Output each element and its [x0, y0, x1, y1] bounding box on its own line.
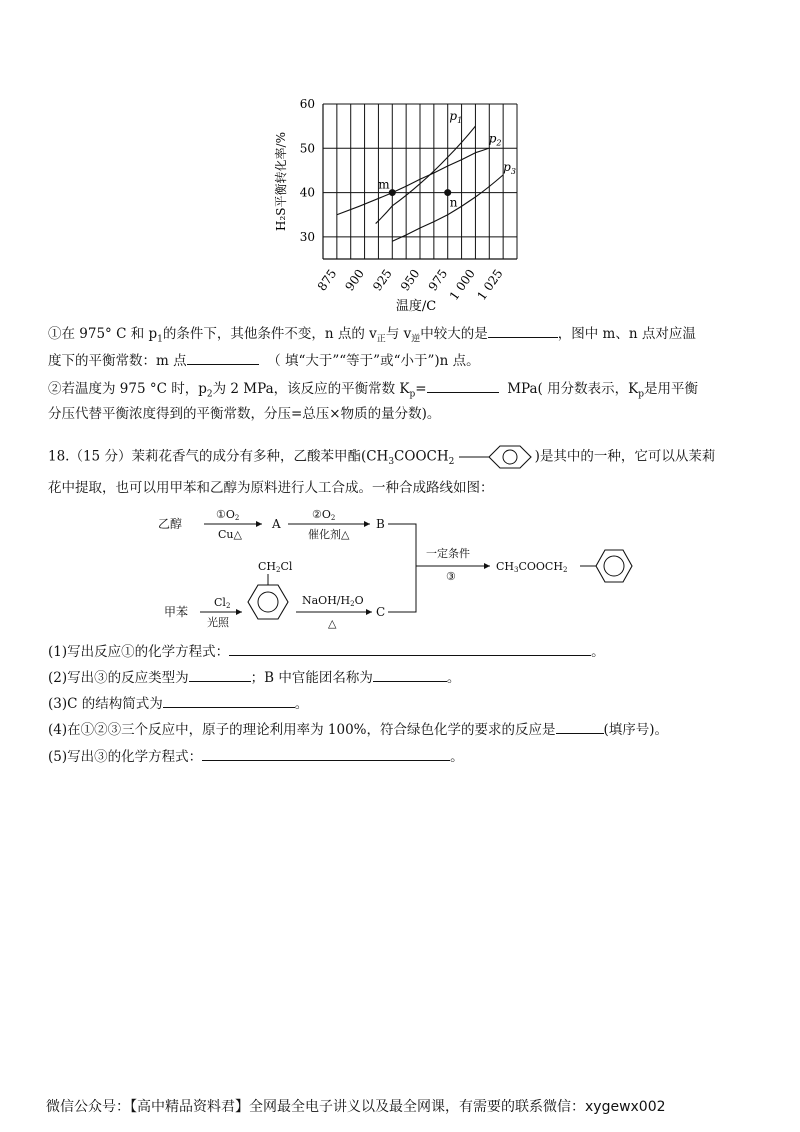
- series-label-p1: $p_1$: [449, 109, 463, 126]
- subquestion-4: (4)在①②③三个反应中，原子的理论利用率为 100%，符合绿色化学的要求的反应是 (填序号)。: [48, 719, 668, 740]
- x-tick-label: 875: [314, 266, 340, 294]
- answer-blank[interactable]: [488, 323, 558, 338]
- reaction5-condition: △: [328, 617, 337, 630]
- answer-blank[interactable]: [373, 667, 447, 682]
- series-line-p2: [337, 148, 489, 214]
- conversion-chart: [220, 92, 540, 322]
- x-tick-label: 1 000: [446, 266, 478, 303]
- subquestion-1: (1)写出反应①的化学方程式： 。: [48, 641, 605, 662]
- answer-blank[interactable]: [202, 746, 450, 761]
- subquestion-3: (3)C 的结构简式为 。: [48, 693, 308, 714]
- series-line-p1: [376, 126, 476, 223]
- answer-blank[interactable]: [556, 719, 604, 734]
- reaction4-reagent: Cl2: [214, 596, 231, 610]
- benzene-ring-icon: [459, 445, 535, 469]
- q17-part1-line1: ①在 975° C 和 $p_1$的条件下，其他条件不变，n 点的 $v_正$与 $v_逆$中较大的是 ，图中 m、n 点对应温: [48, 323, 696, 350]
- benzyl-chloride-icon: [248, 574, 288, 619]
- y-tick-label: 40: [299, 185, 315, 200]
- reaction1-reagent: ①O2: [216, 508, 240, 522]
- synthesis-route-scheme: [150, 500, 650, 635]
- reaction1-condition: Cu△: [218, 528, 242, 541]
- q18-line1: 18.（15 分）茉莉花香气的成分有多种，乙酸苯甲酯($CH_3COOCH_2$ )是其中的一种，它可以从茉莉: [48, 445, 715, 472]
- x-axis-label: 温度/C: [395, 299, 437, 314]
- reaction2-reagent: ②O2: [312, 508, 336, 522]
- answer-blank[interactable]: [163, 693, 295, 708]
- q18-line2: 花中提取，也可以用甲苯和乙醇为原料进行人工合成。一种合成路线如图：: [48, 480, 494, 496]
- x-tick-label: 950: [397, 266, 423, 294]
- series-label-p3: $p_3$: [503, 159, 516, 176]
- y-tick-label: 30: [299, 229, 315, 244]
- point-m: [389, 189, 396, 196]
- x-tick-label: 975: [425, 266, 451, 294]
- product-benzene-icon: [596, 550, 632, 582]
- ethanol-label: 乙醇: [158, 517, 183, 531]
- reaction4-condition: 光照: [207, 616, 229, 629]
- reaction2-condition: 催化剂△: [308, 528, 350, 541]
- point-label-m: m: [378, 177, 390, 192]
- reaction5-reagent: NaOH/H2O: [302, 594, 364, 608]
- point-label-n: n: [449, 195, 458, 210]
- subquestion-2: (2)写出③的反应类型为 ；B 中官能团名称为 。: [48, 667, 460, 688]
- x-tick-label: 925: [370, 266, 395, 294]
- compound-B: B: [376, 517, 385, 531]
- ch2cl-label: CH2Cl: [258, 560, 293, 574]
- product-formula: CH3COOCH2: [496, 560, 568, 574]
- q17-part2-line1: ②若温度为 975 °C 时，$p_2$为 2 MPa，该反应的平衡常数 $K_p= MPa$( 用分数表示，$K_p$是用平衡: [48, 378, 698, 405]
- answer-blank[interactable]: [187, 350, 259, 365]
- subquestion-5: (5)写出③的化学方程式： 。: [48, 746, 464, 767]
- answer-blank[interactable]: [189, 667, 251, 682]
- reaction3-condition: 一定条件: [426, 547, 470, 560]
- x-tick-label: 1 025: [474, 266, 506, 303]
- compound-A: A: [272, 517, 281, 531]
- answer-blank[interactable]: [229, 641, 591, 656]
- q17-part2-line2: 分压代替平衡浓度得到的平衡常数，分压=总压×物质的量分数)。: [48, 406, 441, 422]
- reaction3-label: ③: [446, 570, 456, 583]
- compound-C: C: [376, 605, 386, 619]
- toluene-label: 甲苯: [164, 605, 189, 619]
- x-tick-label: 900: [342, 266, 368, 294]
- y-axis-label: H₂S平衡转化率/%: [274, 132, 288, 231]
- footer-wechat-notice: 微信公众号：【高中精品资料君】全网最全电子讲义以及最全网课，有需要的联系微信：xygewx002: [46, 1099, 666, 1115]
- q17-part1-line2: 度下的平衡常数：m 点 （ 填“大于”“等于”或“小于”)n 点。: [48, 350, 480, 371]
- y-tick-label: 50: [299, 141, 315, 156]
- answer-blank[interactable]: [427, 378, 499, 393]
- y-tick-label: 60: [299, 97, 315, 111]
- series-label-p2: $p_2$: [488, 131, 502, 148]
